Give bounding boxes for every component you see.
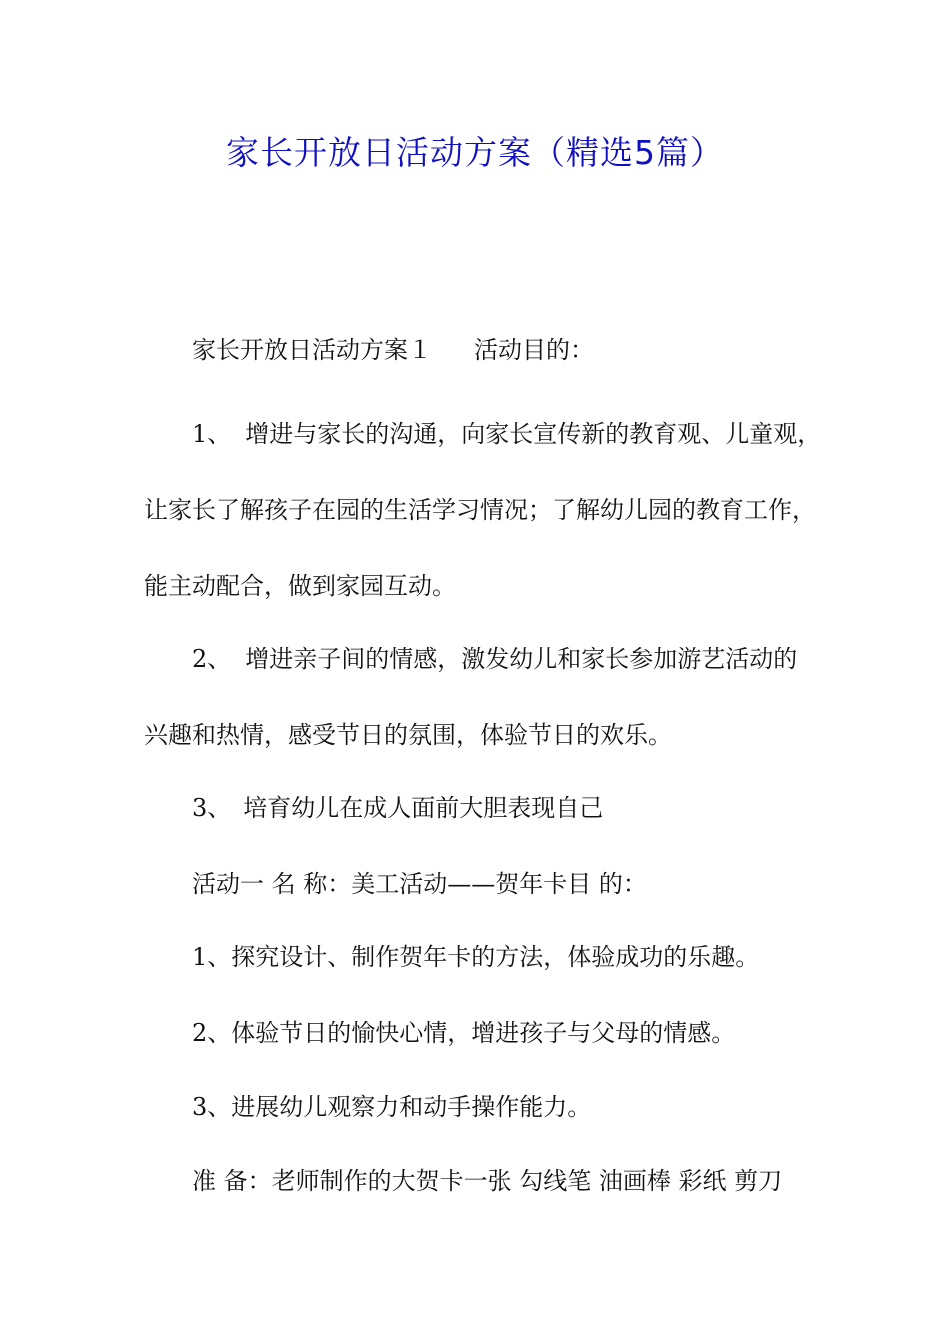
- paragraph-line: 能主动配合，做到家园互动。: [144, 572, 456, 600]
- document-title: 家长开放日活动方案（精选5篇）: [226, 133, 724, 172]
- list-text: 增进与家长的沟通，向家长宣传新的教育观、儿童观，: [245, 420, 822, 448]
- list-number: 1、: [192, 420, 232, 448]
- paragraph-line: [192, 790, 603, 826]
- objective-label: 活动目的：: [474, 336, 594, 364]
- list-number: 2、: [192, 645, 232, 673]
- paragraph-line: 让家长了解孩子在园的生活学习情况；了解幼儿园的教育工作，: [144, 496, 816, 524]
- plan-heading: 家长开放日活动方案１: [192, 336, 432, 364]
- paragraph-line: 3、进展幼儿观察力和动手操作能力。: [192, 1093, 592, 1121]
- list-number: 3、: [192, 794, 232, 822]
- paragraph-line: 2、体验节日的愉快心情，增进孩子与父母的情感。: [192, 1019, 736, 1047]
- list-text: 培育幼儿在成人面前大胆表现自己: [243, 794, 604, 822]
- materials-line: 准 备：老师制作的大贺卡一张 勾线笔 油画棒 彩纸 剪刀: [192, 1167, 783, 1195]
- paragraph-line: [192, 416, 821, 452]
- activity-heading: 活动一 名 称：美工活动——贺年卡目 的：: [192, 870, 647, 898]
- paragraph-line: 1、探究设计、制作贺年卡的方法，体验成功的乐趣。: [192, 943, 760, 971]
- paragraph-line: [192, 332, 594, 368]
- paragraph-line: [192, 641, 797, 677]
- list-text: 增进亲子间的情感，激发幼儿和家长参加游艺活动的: [245, 645, 798, 673]
- paragraph-line: 兴趣和热情，感受节日的氛围，体验节日的欢乐。: [144, 721, 672, 749]
